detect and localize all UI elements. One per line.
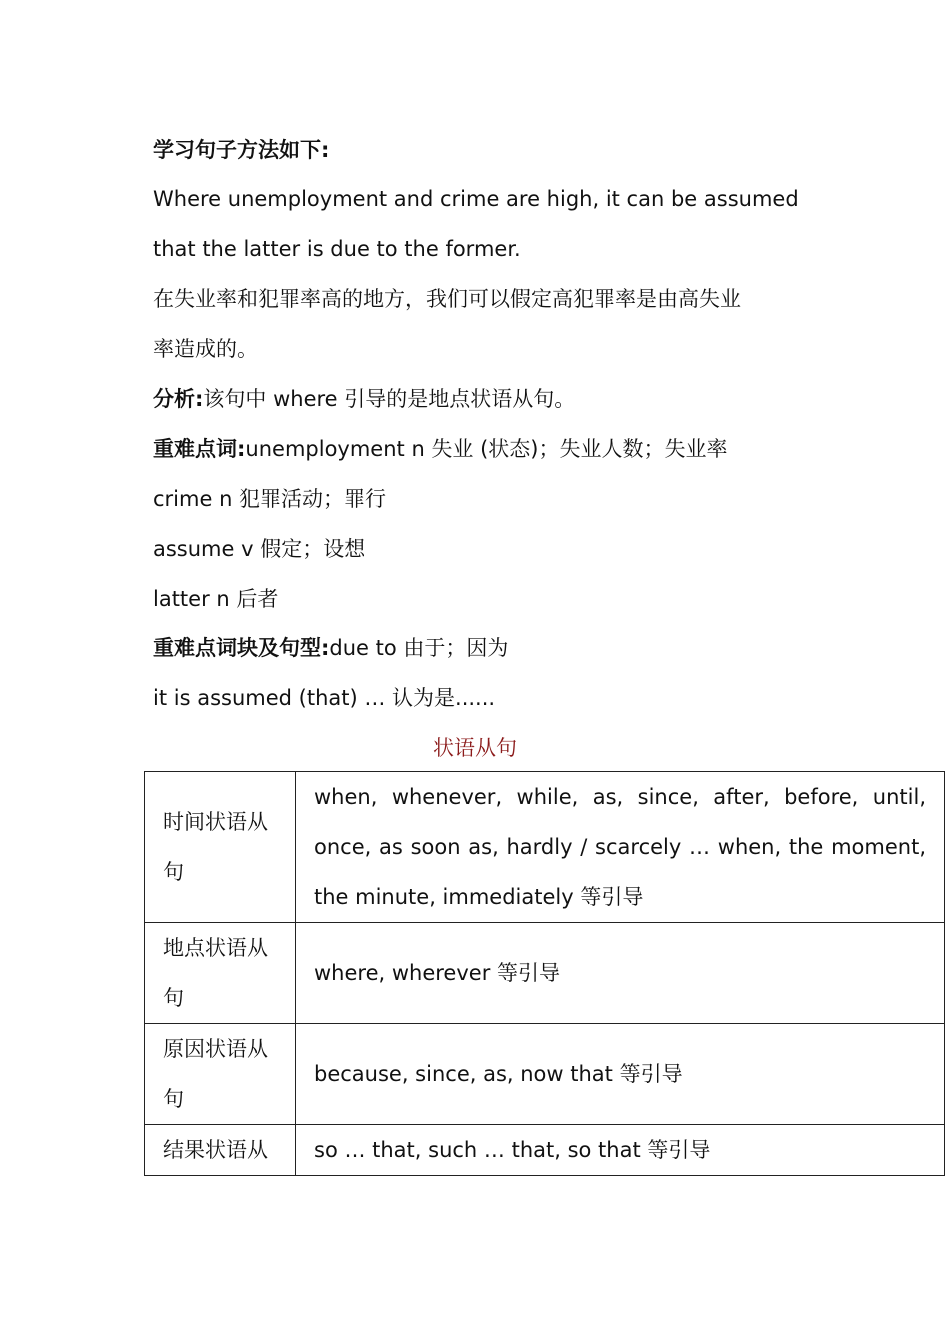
chinese-translation-line-1: 在失业率和犯罪率高的地方，我们可以假定高犯罪率是由高失业 — [153, 287, 741, 311]
table-row — [145, 1024, 945, 1125]
conjunctions-cell: because, since, as, now that 等引导 — [296, 1024, 945, 1125]
vocab-entry-crime: crime n 犯罪活动；罪行 — [153, 487, 387, 511]
analysis-line — [153, 384, 575, 414]
analysis-text: 该句中 where 引导的是地点状语从句。 — [203, 387, 576, 411]
conjunctions-cell: when, whenever, while, as, since, after, before, until, once, as soon as, hardly / scarcely … when, the moment, the minute, immediately 等引导 — [296, 772, 945, 923]
table-row — [145, 923, 945, 1024]
conjunctions-cell: where, wherever 等引导 — [296, 923, 945, 1024]
analysis-label: 分析: — [153, 387, 204, 411]
phrase-it-is-assumed: it is assumed (that) … 认为是...... — [153, 686, 496, 710]
section-heading: 学习句子方法如下: — [153, 138, 330, 162]
english-sentence-line-2: that the latter is due to the former. — [153, 237, 521, 261]
clause-type-cell: 地点状语从句 — [145, 923, 296, 1024]
phrases-label: 重难点词块及句型: — [153, 636, 330, 660]
vocab-line-1 — [153, 434, 727, 464]
vocab-entry-unemployment: unemployment n 失业 (状态)；失业人数；失业率 — [245, 437, 728, 461]
vocab-label: 重难点词: — [153, 437, 246, 461]
clause-type-cell: 结果状语从 — [145, 1125, 296, 1176]
clause-type-cell: 时间状语从句 — [145, 772, 296, 923]
phrases-line-1 — [153, 633, 508, 663]
english-sentence-line-1: Where unemployment and crime are high, it can be assumed — [153, 187, 799, 211]
conjunctions-cell: so … that, such … that, so that 等引导 — [296, 1125, 945, 1176]
vocab-entry-assume: assume v 假定；设想 — [153, 537, 366, 561]
table-row — [145, 772, 945, 923]
clause-type-cell: 原因状语从句 — [145, 1024, 296, 1125]
adverbial-clause-table — [144, 771, 945, 1176]
table-row — [145, 1125, 945, 1176]
phrase-due-to: due to 由于；因为 — [329, 636, 509, 660]
chinese-translation-line-2: 率造成的。 — [153, 337, 258, 361]
vocab-entry-latter: latter n 后者 — [153, 587, 279, 611]
table-title: 状语从句 — [433, 736, 517, 760]
